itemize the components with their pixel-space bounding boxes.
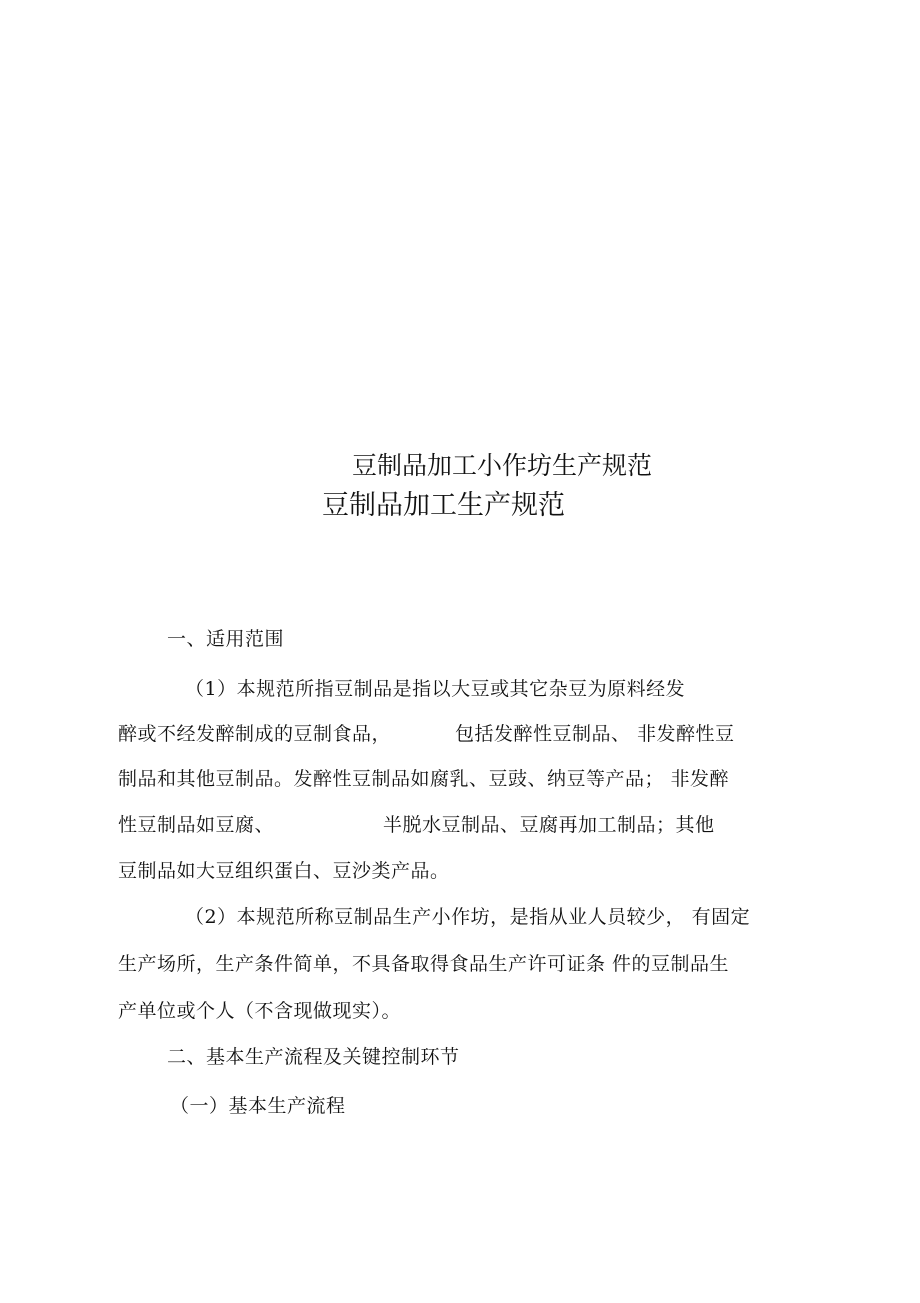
paragraph-line: 制品和其他豆制品。发醉性豆制品如腐乳、豆豉、纳豆等产品； 非发醉 <box>118 768 730 790</box>
paragraph-line: （2）本规范所称豆制品生产小作坊，是指从业人员较少， 有固定 <box>185 906 751 928</box>
paragraph-line: 产单位或个人（不含现做现实）。 <box>118 1000 402 1022</box>
document-title: 豆制品加工小作坊生产规范 <box>352 451 653 480</box>
paragraph-line: 生产场所，生产条件简单，不具备取得食品生产许可证条 件的豆制品生 <box>118 953 730 975</box>
paragraph-line: 包括发醉性豆制品、 非发醉性豆 <box>455 723 735 745</box>
paragraph-line: 豆制品如大豆组织蛋白、豆沙类产品。 <box>118 860 450 882</box>
section-heading-process: 二、基本生产流程及关键控制环节 <box>167 1046 460 1068</box>
paragraph-line: （1）本规范所指豆制品是指以大豆或其它杂豆为原料经发 <box>185 678 686 700</box>
document-subtitle: 豆制品加工生产规范 <box>322 490 565 521</box>
section-heading-scope: 一、适用范围 <box>167 628 285 650</box>
subsection-heading: （一）基本生产流程 <box>170 1095 346 1117</box>
paragraph-line: 半脱水豆制品、豆腐再加工制品；其他 <box>383 814 715 836</box>
paragraph-line: 性豆制品如豆腐、 <box>118 814 275 836</box>
paragraph-line: 醉或不经发醉制成的豆制食品， <box>118 723 392 745</box>
